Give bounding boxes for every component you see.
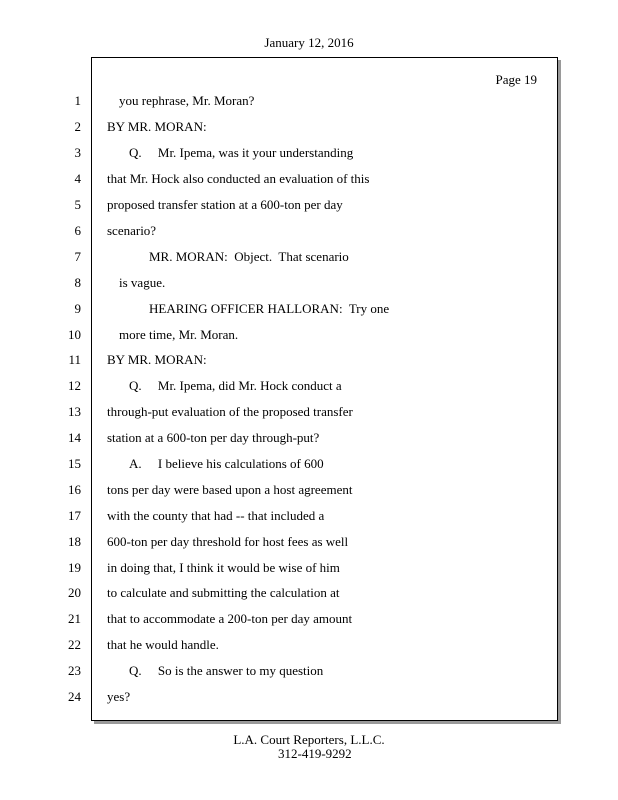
transcript-line [0,144,618,162]
transcript-line [0,403,618,421]
line-number: 1 [74,93,81,108]
line-text: with the county that had -- that included a [107,508,325,523]
line-number: 21 [68,611,81,626]
line-number: 12 [68,378,81,393]
transcript-line [0,274,618,292]
line-text: that he would handle. [107,637,219,652]
line-text: yes? [107,689,131,704]
line-number: 24 [68,689,81,704]
transcript-line [0,610,618,628]
transcript-line [0,326,618,344]
line-text: A. I believe his calculations of 600 [129,456,324,471]
transcript-line [0,118,618,136]
transcript-line [0,300,618,318]
line-number: 3 [74,145,81,160]
transcript-line [0,507,618,525]
line-text: BY MR. MORAN: [107,352,207,367]
transcript-line [0,662,618,680]
transcript-line [0,351,618,369]
line-number: 13 [68,404,81,419]
line-text: more time, Mr. Moran. [119,327,239,342]
page-number: Page 19 [495,72,537,87]
transcript-date: January 12, 2016 [264,35,354,50]
line-number: 8 [74,275,81,290]
line-text: to calculate and submitting the calculation at [107,585,340,600]
line-text: that to accommodate a 200-ton per day amount [107,611,353,626]
line-text: Q. So is the answer to my question [129,663,324,678]
line-number: 16 [68,482,81,497]
line-number: 14 [68,430,81,445]
line-number: 19 [68,560,81,575]
line-text: in doing that, I think it would be wise of him [107,560,340,575]
transcript-line [0,248,618,266]
transcript-line [0,481,618,499]
transcript-line [0,429,618,447]
line-text: station at a 600-ton per day through-put? [107,430,320,445]
reporter-company: L.A. Court Reporters, L.L.C. [233,732,385,747]
line-number: 6 [74,223,81,238]
line-text: Q. Mr. Ipema, was it your understanding [129,145,354,160]
line-number: 17 [68,508,81,523]
line-number: 7 [74,249,81,264]
line-number: 23 [68,663,81,678]
line-number: 10 [68,327,81,342]
transcript-line [0,377,618,395]
transcript-line [0,455,618,473]
line-text: is vague. [119,275,166,290]
reporter-phone: 312-419-9292 [278,746,352,761]
line-number: 22 [68,637,81,652]
line-text: BY MR. MORAN: [107,119,207,134]
transcript-line [0,584,618,602]
transcript-line [0,559,618,577]
line-number: 15 [68,456,81,471]
line-text: tons per day were based upon a host agreement [107,482,353,497]
line-text: HEARING OFFICER HALLORAN: Try one [149,301,390,316]
line-text: that Mr. Hock also conducted an evaluation of this [107,171,370,186]
line-text: 600-ton per day threshold for host fees as well [107,534,349,549]
line-text: through-put evaluation of the proposed transfer [107,404,353,419]
line-text: you rephrase, Mr. Moran? [119,93,255,108]
transcript-line [0,170,618,188]
line-number: 11 [68,352,81,367]
line-text: Q. Mr. Ipema, did Mr. Hock conduct a [129,378,342,393]
line-number: 4 [74,171,81,186]
line-number: 18 [68,534,81,549]
line-number: 20 [68,585,81,600]
transcript-line [0,688,618,706]
transcript-line [0,196,618,214]
transcript-line [0,533,618,551]
transcript-line [0,636,618,654]
line-text: proposed transfer station at a 600-ton per day [107,197,343,212]
line-number: 5 [74,197,81,212]
transcript-line [0,222,618,240]
line-text: MR. MORAN: Object. That scenario [149,249,349,264]
line-text: scenario? [107,223,157,238]
transcript-line [0,92,618,110]
line-number: 2 [74,119,81,134]
line-number: 9 [74,301,81,316]
